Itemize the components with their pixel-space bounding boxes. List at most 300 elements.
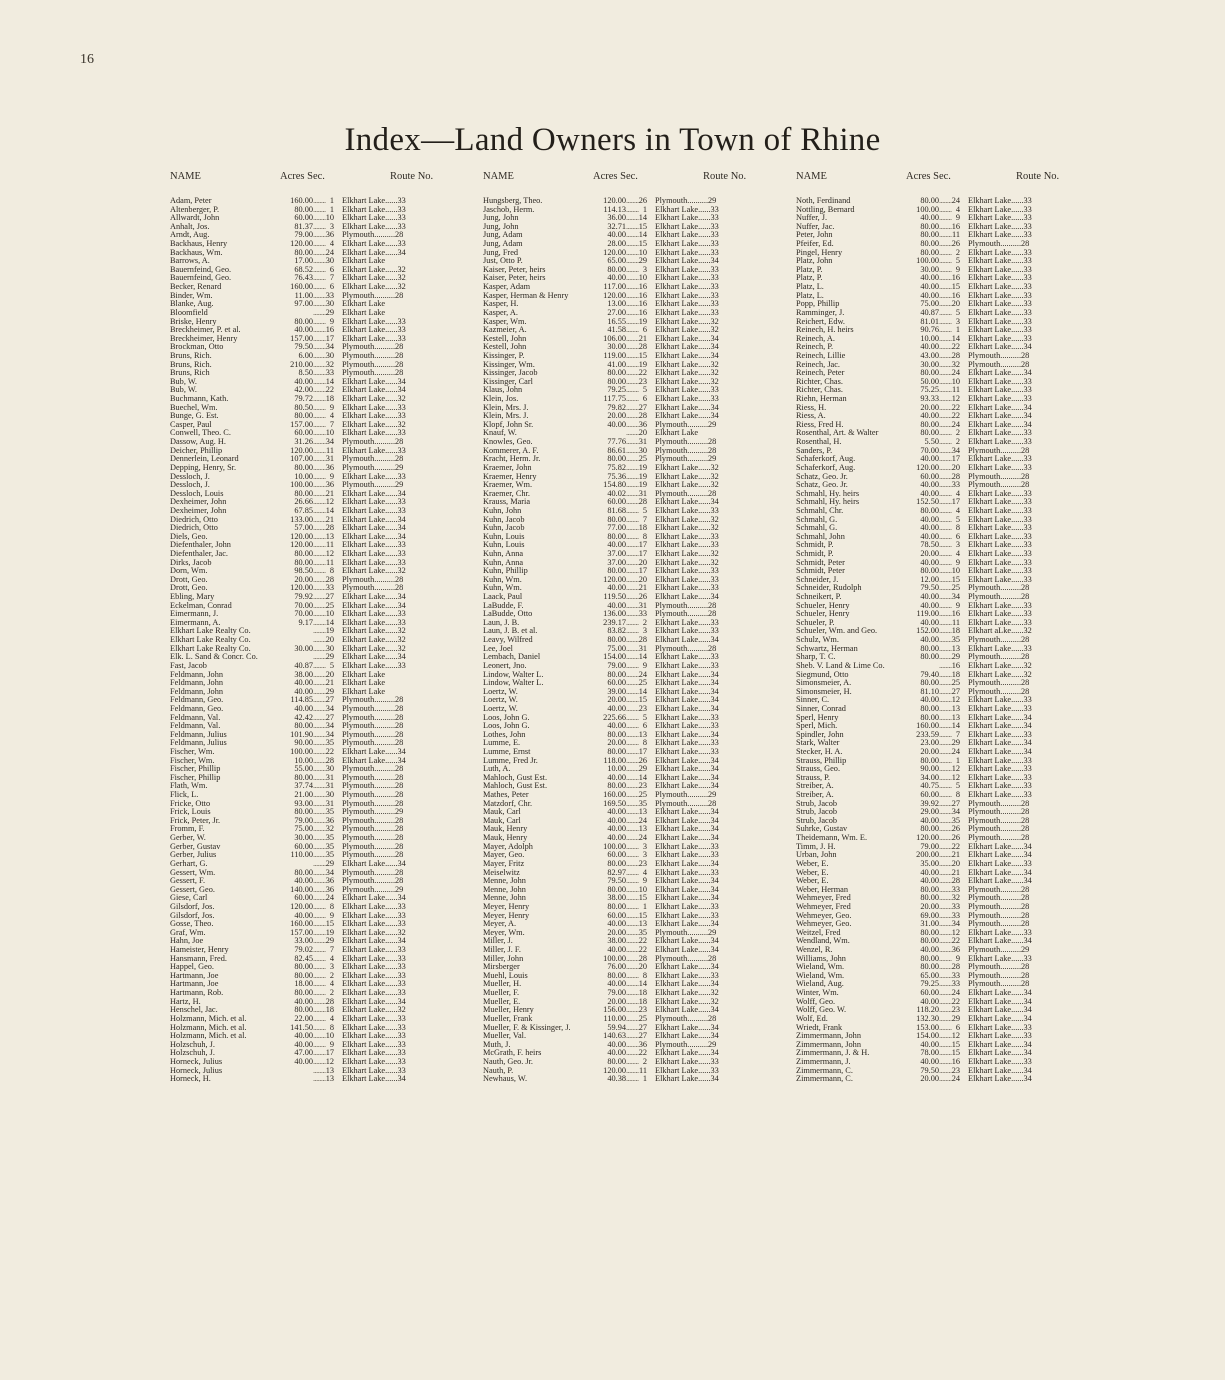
route-value: Elkhart Lake......33 xyxy=(968,764,1032,774)
route-value: Elkhart Lake......33 xyxy=(342,325,406,335)
leader-dots: ........ xyxy=(626,1048,639,1058)
acres-value: 152.00 xyxy=(916,626,939,636)
route-value: Elkhart Lake......32 xyxy=(342,566,406,576)
leader-dots: ........ xyxy=(939,936,952,946)
owner-name: Mayer, Fritz xyxy=(483,858,525,868)
route-value: Plymouth..........28 xyxy=(342,824,404,834)
leader-dots: ........ xyxy=(313,514,326,524)
leader-dots: ........ xyxy=(939,350,952,360)
section-number: 31 xyxy=(325,454,334,464)
acres-value: 79.40 xyxy=(920,669,939,679)
acres-value: 80.00 xyxy=(920,566,939,576)
section-number: 2 xyxy=(642,617,647,627)
route-value: Elkhart Lake......33 xyxy=(968,385,1032,395)
leader-dots: ........ xyxy=(626,686,639,696)
owner-name: Schneikert, P. xyxy=(796,592,842,602)
acres-value: 60.00 xyxy=(294,893,313,903)
owner-name: Nottling, Bernard xyxy=(796,204,855,214)
route-value: Elkhart Lake xyxy=(342,307,386,317)
section-number: 29 xyxy=(638,764,647,774)
leader-dots: ........ xyxy=(313,411,326,421)
section-number: 3 xyxy=(642,626,647,636)
acres-value: 80.00 xyxy=(607,635,626,645)
owner-name: Kaiser, Peter, heirs xyxy=(483,273,546,283)
acres-value: 80.00 xyxy=(920,703,939,713)
acres-value: 82.97 xyxy=(607,867,626,877)
route-value: Elkhart Lake......33 xyxy=(968,273,1032,283)
section-number: 29 xyxy=(325,936,334,946)
owner-name: Elkhart Lake Realty Co. xyxy=(170,626,251,636)
section-number: 12 xyxy=(951,1031,960,1041)
acres-value: 40.00 xyxy=(294,996,313,1006)
section-number: 24 xyxy=(951,988,960,998)
owner-name: Platz, P. xyxy=(796,273,823,283)
acres-value: 40.00 xyxy=(920,876,939,886)
route-value: Plymouth..........28 xyxy=(342,437,404,447)
list-item xyxy=(170,1075,470,1084)
owner-name: Meyer, Wm. xyxy=(483,927,525,937)
leader-dots: ........ xyxy=(313,798,326,808)
route-value: Elkhart Lake......33 xyxy=(655,583,719,593)
owner-name: Becker, Renard xyxy=(170,282,222,292)
route-value: Elkhart Lake......33 xyxy=(342,979,406,989)
owner-name: Wriedt, Frank xyxy=(796,1022,843,1032)
route-value: Plymouth..........28 xyxy=(968,910,1030,920)
owner-name: Wolf, Ed. xyxy=(796,1013,828,1023)
route-header: Route No. xyxy=(1016,171,1060,182)
acres-value: 81.01 xyxy=(920,316,939,326)
owner-name: Kommerer, A. F. xyxy=(483,445,539,455)
section-number: 13 xyxy=(638,807,647,817)
section-number: 10 xyxy=(325,213,334,223)
route-value: Elkhart Lake......32 xyxy=(655,996,719,1006)
acres-value: 40.00 xyxy=(920,480,939,490)
route-value: Elkhart Lake......34 xyxy=(342,1074,406,1084)
owner-name: Buechel, Wm. xyxy=(170,402,218,412)
route-value: Elkhart Lake......33 xyxy=(342,221,406,231)
route-value: Elkhart Lake......34 xyxy=(968,988,1032,998)
leader-dots: ........ xyxy=(626,394,639,404)
leader-dots: ........ xyxy=(313,376,326,386)
leader-dots: ........ xyxy=(626,798,639,808)
route-value: Plymouth..........28 xyxy=(968,652,1030,662)
section-number: 25 xyxy=(638,678,647,688)
route-value: Elkhart Lake......34 xyxy=(655,342,719,352)
owner-name: Schmidt, P. xyxy=(796,540,834,550)
acres-value: 60.00 xyxy=(607,910,626,920)
owner-name: Leavy, Wilfred xyxy=(483,635,533,645)
acres-value: 132.30 xyxy=(916,1013,939,1023)
owner-name: Loertz, W. xyxy=(483,695,518,705)
section-number: 28 xyxy=(325,574,334,584)
route-value: Elkhart Lake......33 xyxy=(342,239,406,249)
route-value: Elkhart Lake......33 xyxy=(655,721,719,731)
acres-value: 110.00 xyxy=(603,1013,626,1023)
acres-value: 40.87 xyxy=(920,307,939,317)
leader-dots: ........ xyxy=(939,609,952,619)
leader-dots: ........ xyxy=(939,738,952,748)
leader-dots: ........ xyxy=(626,652,639,662)
route-value: Plymouth..........28 xyxy=(342,695,404,705)
acres-value: 98.50 xyxy=(294,566,313,576)
route-value: Elkhart Lake......34 xyxy=(655,592,719,602)
leader-dots: ........ xyxy=(939,385,952,395)
leader-dots: ........ xyxy=(626,781,639,791)
route-value: Elkhart Lake......32 xyxy=(655,548,719,558)
leader-dots: ........ xyxy=(626,1013,639,1023)
owner-name: Jung, Adam xyxy=(483,230,523,240)
owner-name: Bauernfeind, Geo. xyxy=(170,264,232,274)
section-number: 35 xyxy=(325,738,334,748)
leader-dots: ........ xyxy=(313,790,326,800)
route-value: Elkhart Lake......33 xyxy=(968,333,1032,343)
owner-name: Jung, Adam xyxy=(483,239,523,249)
route-value: Elkhart Lake......33 xyxy=(655,712,719,722)
route-value: Elkhart Lake......32 xyxy=(655,514,719,524)
leader-dots: ........ xyxy=(313,307,326,317)
section-number: 14 xyxy=(638,772,647,782)
route-value: Plymouth..........28 xyxy=(968,884,1030,894)
acres-value: 80.00 xyxy=(607,264,626,274)
leader-dots: ........ xyxy=(626,445,639,455)
owner-name: Depping, Henry, Sr. xyxy=(170,462,237,472)
route-value: Plymouth..........28 xyxy=(342,454,404,464)
section-number: 27 xyxy=(951,686,960,696)
owner-name: Casper, Paul xyxy=(170,419,212,429)
owner-name: Kraemer, Wm. xyxy=(483,480,533,490)
owner-name: Suhrke, Gustav xyxy=(796,824,848,834)
section-number: 36 xyxy=(325,884,334,894)
leader-dots: ........ xyxy=(939,566,952,576)
section-number: 17 xyxy=(951,497,960,507)
route-value: Plymouth..........28 xyxy=(342,790,404,800)
leader-dots: ........ xyxy=(626,824,639,834)
section-number: 16 xyxy=(638,290,647,300)
section-number: 35 xyxy=(951,635,960,645)
section-number: 28 xyxy=(638,342,647,352)
leader-dots: ........ xyxy=(313,876,326,886)
leader-dots: ........ xyxy=(939,574,952,584)
acres-value: 40.00 xyxy=(607,945,626,955)
acres-value: 40.00 xyxy=(920,635,939,645)
leader-dots: ........ xyxy=(313,833,326,843)
acres-value: 10.00 xyxy=(294,471,313,481)
acres-value: 160.00 xyxy=(603,790,626,800)
acres-value: 83.82 xyxy=(607,626,626,636)
route-value: Elkhart Lake......33 xyxy=(342,1048,406,1058)
route-value: Elkhart Lake......32 xyxy=(968,669,1032,679)
route-value: Elkhart Lake......32 xyxy=(655,316,719,326)
route-value: Elkhart Lake......33 xyxy=(655,273,719,283)
route-value: Elkhart Lake......34 xyxy=(342,996,406,1006)
section-number: 12 xyxy=(325,548,334,558)
route-value: Elkhart Lake......33 xyxy=(968,531,1032,541)
section-number: 23 xyxy=(638,703,647,713)
section-number: 29 xyxy=(951,652,960,662)
section-number: 12 xyxy=(951,927,960,937)
route-value: Elkhart Lake......34 xyxy=(655,962,719,972)
name-header: NAME xyxy=(796,171,827,182)
route-value: Elkhart Lake......33 xyxy=(342,1065,406,1075)
owner-name: Kestell, John xyxy=(483,333,527,343)
route-value: Elkhart Lake......33 xyxy=(342,901,406,911)
acres-value: 40.87 xyxy=(294,660,313,670)
section-number: 19 xyxy=(638,480,647,490)
route-value: Elkhart Lake......33 xyxy=(342,316,406,326)
acres-value: 80.00 xyxy=(920,230,939,240)
route-value: Elkhart Lake......34 xyxy=(342,858,406,868)
leader-dots: ........ xyxy=(313,1022,326,1032)
owner-name: Gerhart, G. xyxy=(170,858,208,868)
acres-value: 70.00 xyxy=(294,600,313,610)
acres-value: 80.00 xyxy=(607,747,626,756)
leader-dots: ........ xyxy=(626,876,639,886)
owner-name: Weber, E. xyxy=(796,876,829,886)
route-value: Plymouth..........28 xyxy=(968,901,1030,911)
route-value: Elkhart Lake......34 xyxy=(655,703,719,713)
route-value: Elkhart Lake......33 xyxy=(968,454,1032,464)
owner-name: Noth, Ferdinand xyxy=(796,196,851,205)
owner-name: Gerber, Gustav xyxy=(170,841,221,851)
section-number: 35 xyxy=(638,927,647,937)
leader-dots: ........ xyxy=(626,247,639,257)
route-value: Elkhart Lake......34 xyxy=(968,712,1032,722)
owner-name: Fischer, Phillip xyxy=(170,772,221,782)
leader-dots: ........ xyxy=(313,385,326,395)
acres-value: 80.00 xyxy=(607,858,626,868)
acres-value: 80.00 xyxy=(920,678,939,688)
section-number: 33 xyxy=(951,884,960,894)
acres-value: 38.00 xyxy=(294,669,313,679)
section-number: 3 xyxy=(329,221,334,231)
owner-name: Kuhn, Wm. xyxy=(483,583,522,593)
owner-name: Wenzel, R. xyxy=(796,945,833,955)
acres-value: 80.00 xyxy=(920,936,939,946)
leader-dots: ........ xyxy=(313,540,326,550)
acres-value: 90.00 xyxy=(920,764,939,774)
owner-name: Schneider, J. xyxy=(796,574,839,584)
leader-dots: ........ xyxy=(626,953,639,963)
owner-name: Fast, Jacob xyxy=(170,660,207,670)
route-value: Plymouth..........28 xyxy=(655,437,717,447)
section-number: 4 xyxy=(955,505,960,515)
route-value: Elkhart Lake......34 xyxy=(968,342,1032,352)
leader-dots: ........ xyxy=(939,729,952,739)
acres-value: 11.00 xyxy=(294,290,313,300)
section-number: 9 xyxy=(329,910,334,920)
section-number: 30 xyxy=(638,445,647,455)
leader-dots: ........ xyxy=(313,1056,326,1066)
route-value: Plymouth..........28 xyxy=(968,678,1030,688)
acres-value: 80.00 xyxy=(607,376,626,386)
route-value: Elkhart Lake......32 xyxy=(655,325,719,335)
leader-dots: ........ xyxy=(626,660,639,670)
leader-dots: ........ xyxy=(626,505,639,515)
acres-value: 31.26 xyxy=(294,437,313,447)
leader-dots: ........ xyxy=(939,333,952,343)
leader-dots: ........ xyxy=(313,729,326,739)
owner-name: Adam, Peter xyxy=(170,196,212,205)
section-number: 16 xyxy=(325,325,334,335)
leader-dots: ........ xyxy=(939,471,952,481)
leader-dots: ........ xyxy=(313,893,326,903)
section-number: 30 xyxy=(325,764,334,774)
section-number: 31 xyxy=(638,488,647,498)
acres-value: 120.00 xyxy=(603,574,626,584)
leader-dots: ........ xyxy=(939,764,952,774)
leader-dots: ........ xyxy=(626,454,639,464)
section-number: 14 xyxy=(638,652,647,662)
route-value: Elkhart Lake......34 xyxy=(655,1048,719,1058)
acres-value: 28.00 xyxy=(607,239,626,249)
section-number: 33 xyxy=(951,910,960,920)
section-number: 2 xyxy=(329,988,334,998)
section-number: 2 xyxy=(329,970,334,980)
owner-name: Dexheimer, John xyxy=(170,505,227,515)
acres-value: 79.02 xyxy=(294,945,313,955)
route-value: Plymouth..........28 xyxy=(968,592,1030,602)
leader-dots: ........ xyxy=(626,884,639,894)
owner-name: Bauernfeind, Geo. xyxy=(170,273,232,283)
leader-dots: ........ xyxy=(626,239,639,249)
acres-value: 79.82 xyxy=(607,402,626,412)
leader-dots: ........ xyxy=(626,1074,639,1084)
owner-name: Deicher, Phillip xyxy=(170,445,223,455)
section-number: 15 xyxy=(638,695,647,705)
acres-value: 80.00 xyxy=(920,962,939,972)
acres-value: 75.25 xyxy=(920,385,939,395)
owner-name: Reinech, A. xyxy=(796,333,835,343)
section-number: 4 xyxy=(642,867,647,877)
owner-name: Bub, W. xyxy=(170,376,197,386)
owner-name: Kasper, H. xyxy=(483,299,519,309)
route-value: Elkhart Lake......33 xyxy=(655,230,719,240)
route-value: Plymouth..........28 xyxy=(342,876,404,886)
section-number: 22 xyxy=(638,945,647,955)
acres-value: 120.00 xyxy=(290,239,313,249)
owner-name: Pingel, Henry xyxy=(796,247,843,257)
leader-dots: ........ xyxy=(939,221,952,231)
section-number: 28 xyxy=(638,497,647,507)
route-value: Elkhart Lake......33 xyxy=(655,867,719,877)
leader-dots: ........ xyxy=(313,350,326,360)
section-number: 6 xyxy=(329,282,334,292)
owner-name: Kuhn, Jacob xyxy=(483,514,525,524)
owner-name: Meiselwitz xyxy=(483,867,520,877)
acres-value: 40.00 xyxy=(920,411,939,421)
route-value: Elkhart Lake......33 xyxy=(968,574,1032,584)
section-number: 16 xyxy=(638,299,647,309)
acres-value: 100.00 xyxy=(916,204,939,214)
section-number: 11 xyxy=(326,540,334,550)
owner-name: Muth, J. xyxy=(483,1039,511,1049)
acres-value: 42.00 xyxy=(294,385,313,395)
acres-sec-header: Acres Sec. xyxy=(593,171,638,182)
owner-name: Gerber, W. xyxy=(170,833,206,843)
acres-value: 65.00 xyxy=(607,256,626,266)
leader-dots: ........ xyxy=(939,411,952,421)
leader-dots: ........ xyxy=(939,772,952,782)
acres-value: 16.55 xyxy=(607,316,626,326)
acres-value: 160.00 xyxy=(290,196,313,205)
acres-value: 40.00 xyxy=(607,230,626,240)
acres-value: 40.00 xyxy=(920,1039,939,1049)
leader-dots: ........ xyxy=(939,884,952,894)
route-value: Elkhart Lake......33 xyxy=(968,927,1032,937)
owner-name: Kasper, Herman & Henry xyxy=(483,290,569,300)
section-number: 23 xyxy=(951,1065,960,1075)
leader-dots: ........ xyxy=(313,368,326,378)
section-number: 23 xyxy=(951,1005,960,1015)
leader-dots: ........ xyxy=(626,256,639,266)
leader-dots: ........ xyxy=(313,531,326,541)
leader-dots: ........ xyxy=(939,359,952,369)
section-number: 24 xyxy=(325,893,334,903)
acres-value: 40.00 xyxy=(920,454,939,464)
route-value: Elkhart Lake......33 xyxy=(968,505,1032,515)
owner-name: Kestell, John xyxy=(483,342,527,352)
leader-dots: ........ xyxy=(626,1005,639,1015)
owner-name: Richter, Chas. xyxy=(796,385,843,395)
owner-name: Schulz, Wm. xyxy=(796,635,839,645)
route-value: Elkhart Lake......34 xyxy=(655,807,719,817)
owner-name: Buchmann, Kath. xyxy=(170,394,229,404)
acres-value: 80.00 xyxy=(920,893,939,903)
owner-name: Kuhn, Phillip xyxy=(483,566,528,576)
section-number: 17 xyxy=(638,566,647,576)
owner-name: Feldmann, Julius xyxy=(170,729,227,739)
acres-value: 81.68 xyxy=(607,505,626,515)
owner-name: Schmahl, Hy. heirs xyxy=(796,497,860,507)
route-value: Plymouth..........28 xyxy=(968,359,1030,369)
owner-name: Schmidt, Peter xyxy=(796,557,845,567)
leader-dots: ........ xyxy=(313,686,326,696)
route-value: Elkhart Lake......33 xyxy=(968,247,1032,257)
acres-value: 40.00 xyxy=(607,807,626,817)
section-number: 17 xyxy=(638,747,647,756)
leader-dots: ........ xyxy=(939,867,952,877)
section-number: 25 xyxy=(638,454,647,464)
route-value: Elkhart Lake......33 xyxy=(968,557,1032,567)
route-value: Elkhart Lake......33 xyxy=(655,290,719,300)
route-value: Elkhart Lake......33 xyxy=(968,609,1032,619)
leader-dots: ........ xyxy=(626,1039,639,1049)
owner-name: Muehl, Louis xyxy=(483,970,528,980)
leader-dots: ........ xyxy=(939,841,952,851)
section-number: 2 xyxy=(642,1056,647,1066)
route-value: Elkhart Lake......32 xyxy=(342,282,406,292)
acres-value: 17.00 xyxy=(294,256,313,266)
section-number: 30 xyxy=(325,299,334,309)
acres-value: 80.00 xyxy=(920,712,939,722)
leader-dots: ........ xyxy=(939,497,952,507)
acres-value: 157.00 xyxy=(290,927,313,937)
leader-dots: ........ xyxy=(626,213,639,223)
section-number: 1 xyxy=(329,196,334,205)
owner-name: Lindow, Walter L. xyxy=(483,678,544,688)
column-header xyxy=(170,171,470,191)
owner-name: Schueler, Henry xyxy=(796,600,850,610)
route-value: Elkhart Lake......32 xyxy=(342,643,406,653)
route-value: Plymouth..........28 xyxy=(968,239,1030,249)
section-number: 33 xyxy=(325,368,334,378)
leader-dots: ........ xyxy=(939,815,952,825)
acres-value: 39.92 xyxy=(920,798,939,808)
section-number: 24 xyxy=(951,368,960,378)
owner-name: Streiber, A. xyxy=(796,790,834,800)
acres-value: 93.00 xyxy=(294,798,313,808)
acres-value xyxy=(283,1067,313,1076)
